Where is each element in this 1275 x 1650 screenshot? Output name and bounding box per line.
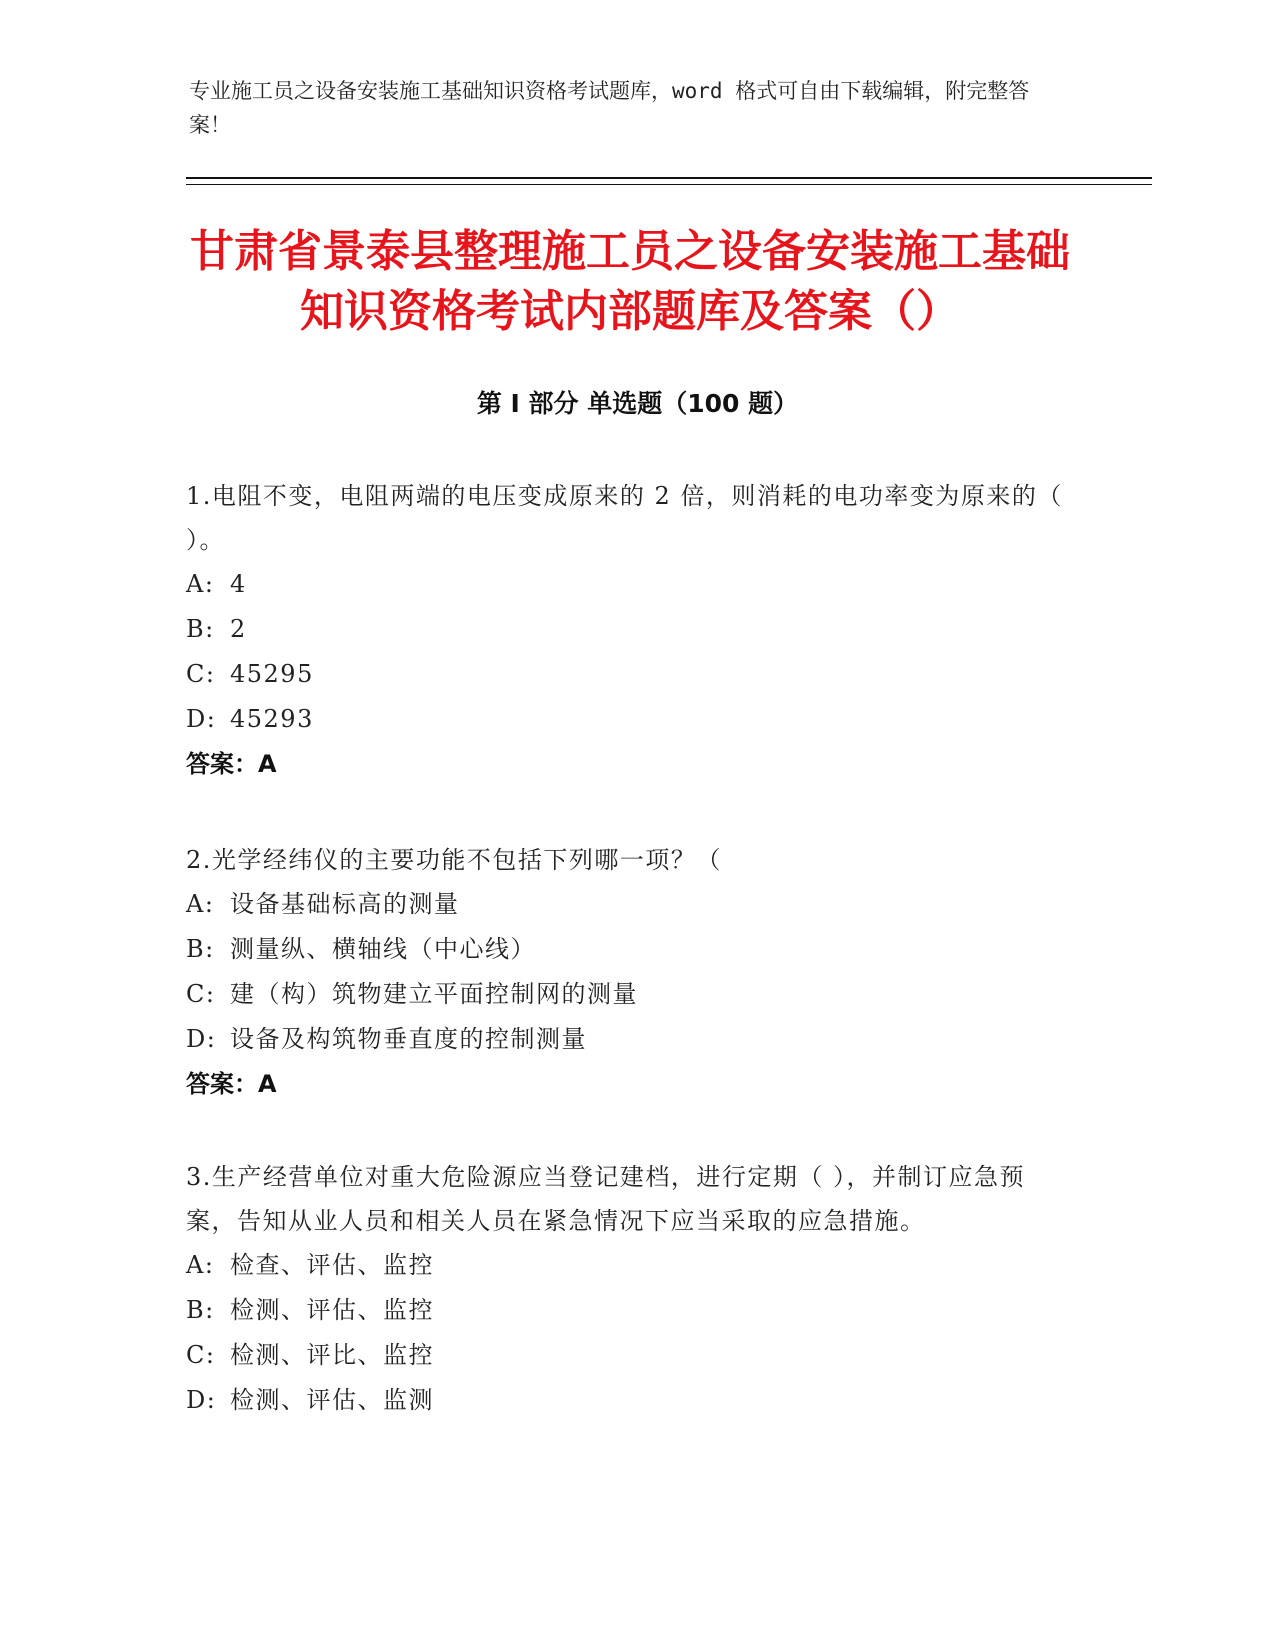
option-text: 设备及构筑物垂直度的控制测量 [230,1025,587,1053]
option-text: 检测、评比、监控 [230,1341,434,1369]
option-b [186,1288,1066,1333]
option-letter: B: [186,1296,215,1324]
option-text: 2 [230,615,247,643]
question-stem: 2.光学经纬仪的主要功能不包括下列哪一项？（ [186,846,722,874]
option-c [186,1333,1066,1378]
section-title: 第 I 部分 单选题（100 题） [476,389,799,418]
option-letter: D: [186,1025,217,1053]
option-d [186,1017,1066,1062]
option-letter: C: [186,980,216,1008]
header-note: 专业施工员之设备安装施工基础知识资格考试题库，word 格式可自由下载编辑，附完整答案！ [189,79,1030,137]
option-a [186,882,1066,927]
document-title: 甘肃省景泰县整理施工员之设备安装施工基础知识资格考试内部题库及答案（） [190,226,1070,337]
option-letter: C: [186,1341,216,1369]
answer: 答案：A [186,1070,277,1098]
option-letter: A: [186,1251,215,1279]
option-text: 设备基础标高的测量 [230,890,460,918]
header-rule-thin [186,184,1152,185]
option-letter: B: [186,935,215,963]
header-rule-thick [186,177,1152,179]
option-letter: C: [186,660,216,688]
option-c [186,652,1066,697]
question-stem: 3.生产经营单位对重大危险源应当登记建档，进行定期（ ），并制订应急预案，告知从业人员和相关人员在紧急情况下应当采取的应急措施。 [186,1163,1026,1235]
option-c [186,972,1066,1017]
option-text: 检测、评估、监测 [230,1386,434,1414]
option-text: 45293 [230,705,314,733]
option-letter: B: [186,615,215,643]
option-letter: D: [186,1386,217,1414]
option-d [186,697,1066,742]
option-text: 45295 [230,660,314,688]
option-text: 4 [230,570,247,598]
option-text: 测量纵、横轴线（中心线） [230,935,536,963]
option-letter: A: [186,890,215,918]
option-a [186,562,1066,607]
option-letter: A: [186,570,215,598]
answer: 答案：A [186,750,277,778]
option-d [186,1378,1066,1423]
option-a [186,1243,1066,1288]
question-stem: 1.电阻不变，电阻两端的电压变成原来的 2 倍，则消耗的电功率变为原来的（ ）。 [186,482,1063,554]
option-text: 建（构）筑物建立平面控制网的测量 [230,980,638,1008]
option-letter: D: [186,705,217,733]
option-text: 检查、评估、监控 [230,1251,434,1279]
question-1 [186,474,1066,787]
question-3 [186,1155,1066,1423]
option-b [186,927,1066,972]
option-text: 检测、评估、监控 [230,1296,434,1324]
question-2 [186,838,1066,1107]
option-b [186,607,1066,652]
